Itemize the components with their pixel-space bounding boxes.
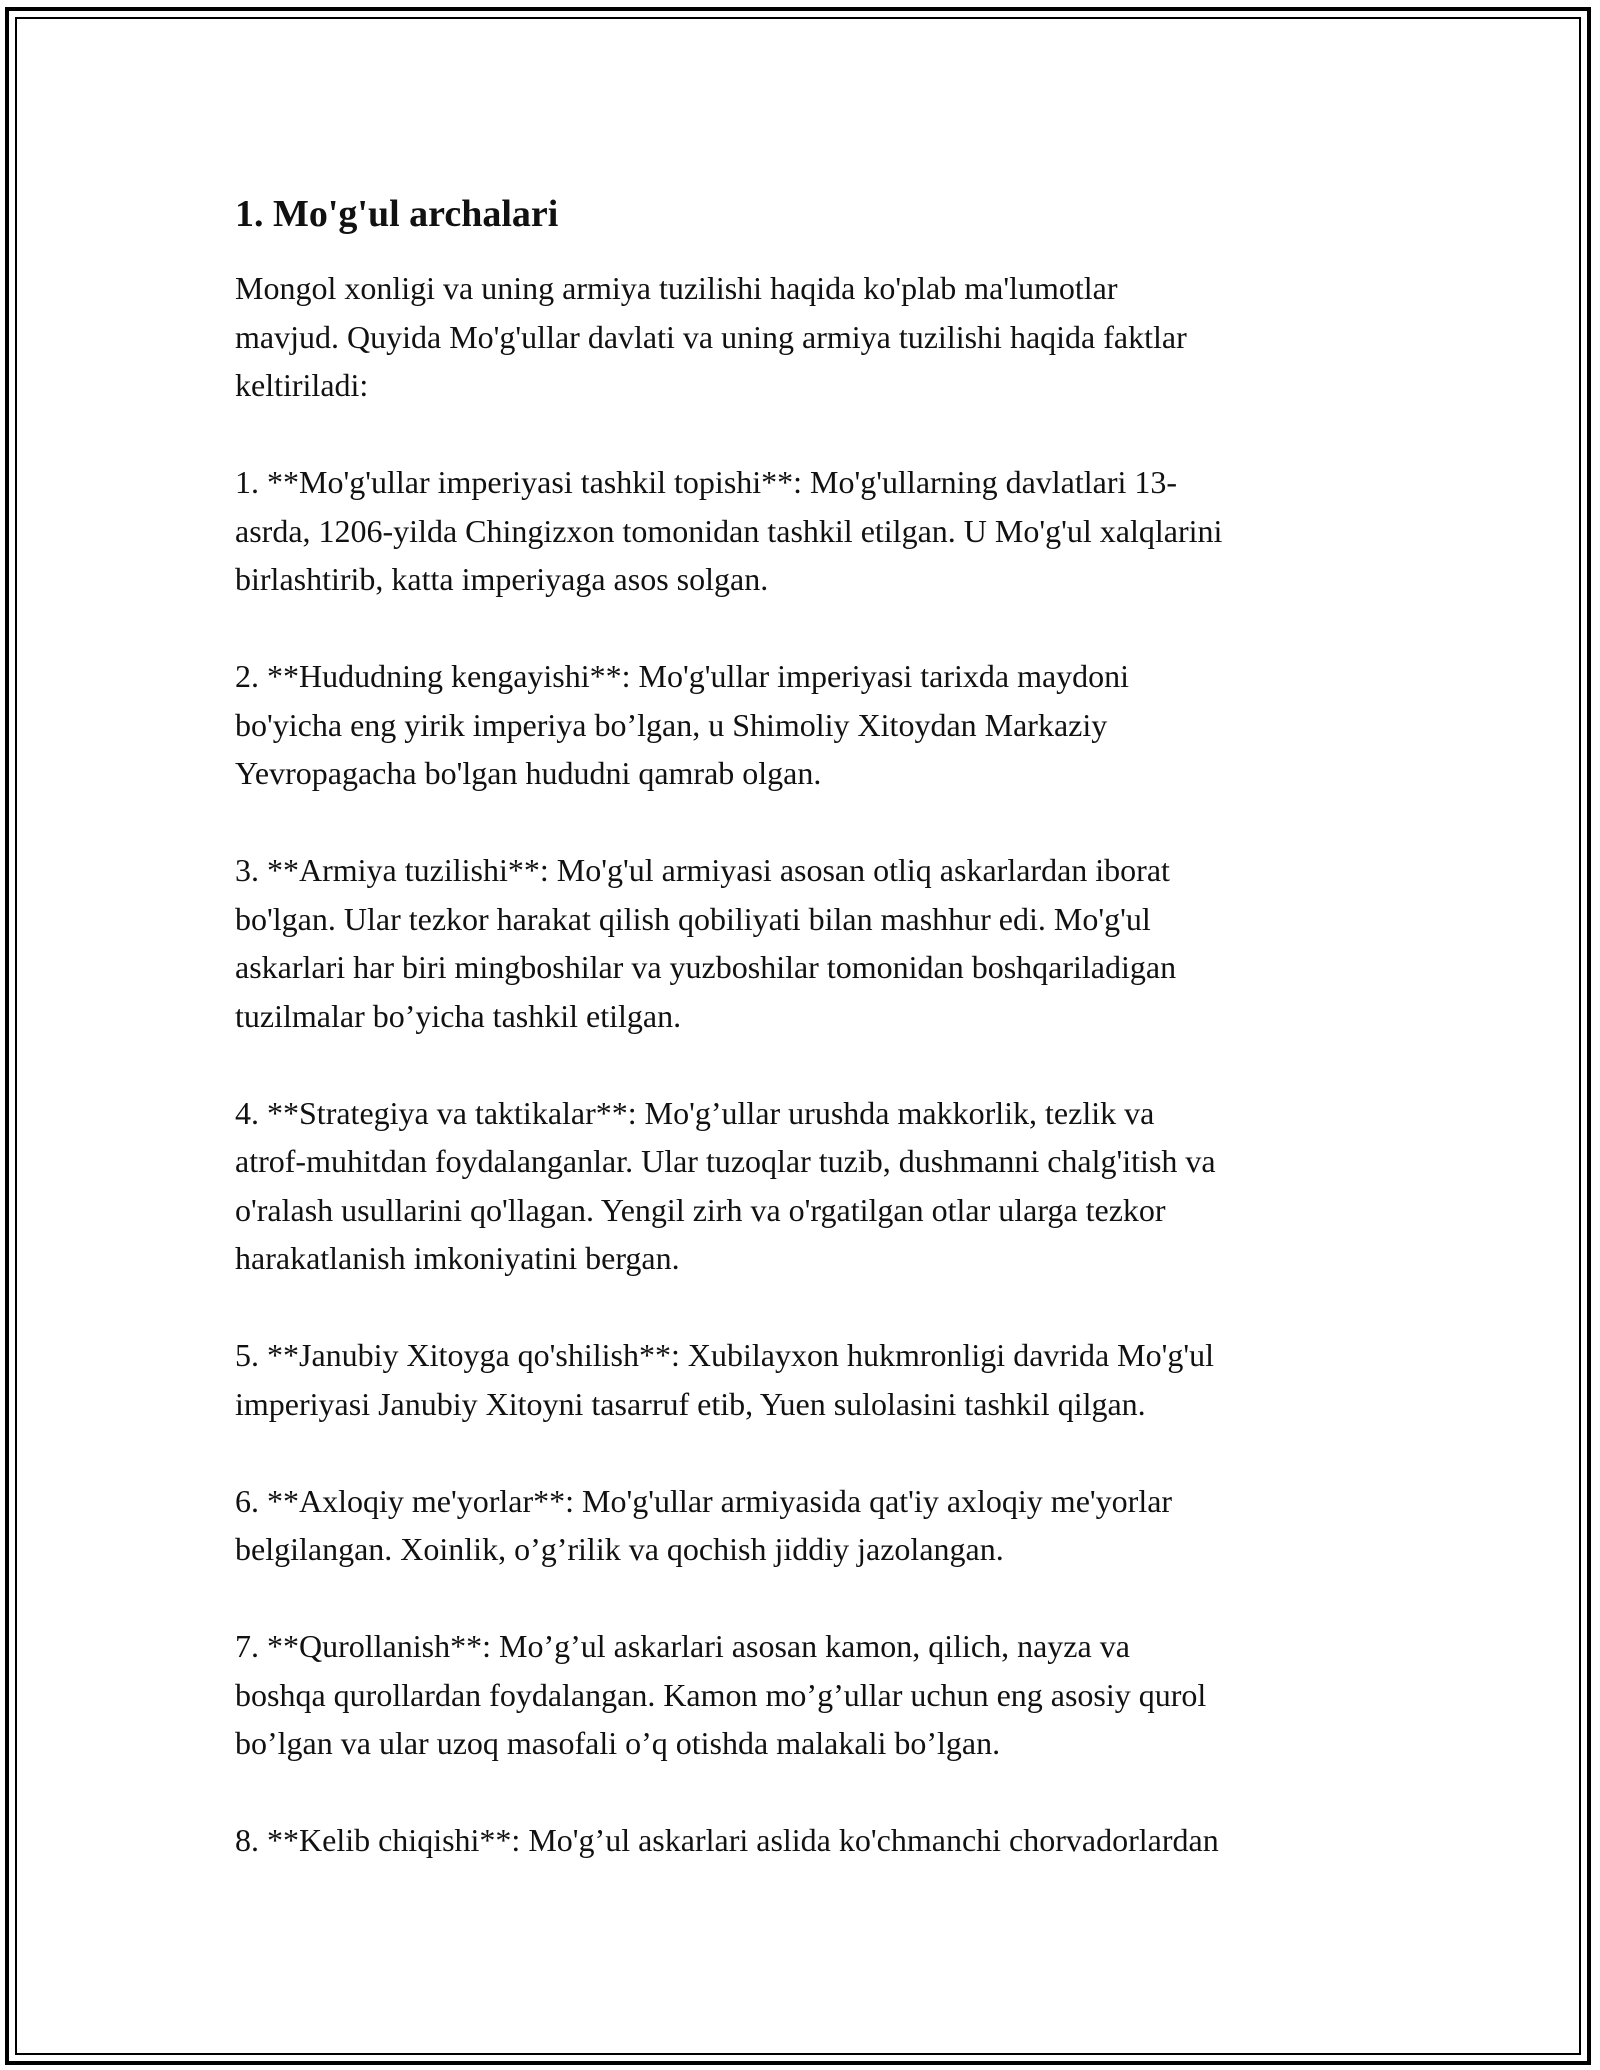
- text-line: 2. **Hududning kengayishi**: Mo'g'ullar imperiyasi tarixda maydoni: [235, 658, 1130, 694]
- text-line: Mongol xonligi va uning armiya tuzilishi haqida ko'plab ma'lumotlar: [235, 270, 1118, 306]
- text-line: 1. **Mo'g'ullar imperiyasi tashkil topishi**: Mo'g'ullarning davlatlari 13-: [235, 464, 1178, 500]
- list-item-paragraph: [235, 1477, 1385, 1574]
- list-item-paragraph: [235, 652, 1385, 798]
- text-line: o'ralash usullarini qo'llagan. Yengil zirh va o'rgatilgan otlar ularga tezkor: [235, 1191, 1166, 1228]
- list-item-paragraph: [235, 846, 1385, 1040]
- text-line: 3. **Armiya tuzilishi**: Mo'g'ul armiyasi asosan otliq askarlardan iborat: [235, 852, 1170, 888]
- text-line: birlashtirib, katta imperiyaga asos solgan.: [235, 561, 769, 597]
- text-line: 8. **Kelib chiqishi**: Mo'g’ul askarlari aslida ko'chmanchi chorvadorlardan: [235, 1822, 1219, 1858]
- text-line: mavjud. Quyida Mo'g'ullar davlati va uning armiya tuzilishi haqida faktlar: [235, 318, 1187, 355]
- text-line: boshqa qurollardan foydalangan. Kamon mo’g’ullar uchun eng asosiy qurol: [235, 1676, 1207, 1713]
- text-line: bo’lgan va ular uzoq masofali o’q otishda malakali bo’lgan.: [235, 1725, 1001, 1761]
- text-line: 5. **Janubiy Xitoyga qo'shilish**: Xubilayxon hukmronligi davrida Mo'g'ul: [235, 1337, 1215, 1373]
- text-line: askarlari har biri mingboshilar va yuzboshilar tomonidan boshqariladigan: [235, 949, 1177, 985]
- list-item-paragraph: [235, 458, 1385, 604]
- text-line: asrda, 1206-yilda Chingizxon tomonidan tashkil etilgan. U Mo'g'ul xalqlarini: [235, 512, 1223, 549]
- intro-paragraph: [235, 264, 1385, 410]
- text-line: belgilangan. Xoinlik, o’g’rilik va qochish jiddiy jazolangan.: [235, 1531, 1004, 1567]
- document-body: [235, 190, 1385, 1913]
- list-item-paragraph: [235, 1622, 1385, 1768]
- text-line: 7. **Qurollanish**: Mo’g’ul askarlari asosan kamon, qilich, nayza va: [235, 1628, 1130, 1664]
- text-line: 6. **Axloqiy me'yorlar**: Mo'g'ullar armiyasida qat'iy axloqiy me'yorlar: [235, 1482, 1173, 1519]
- text-line: atrof-muhitdan foydalanganlar. Ular tuzoqlar tuzib, dushmanni chalg'itish va: [235, 1143, 1216, 1179]
- text-line: keltiriladi:: [235, 367, 369, 403]
- text-line: imperiyasi Janubiy Xitoyni tasarruf etib, Yuen sulolasini tashkil qilgan.: [235, 1385, 1146, 1422]
- text-line: bo'lgan. Ular tezkor harakat qilish qobiliyati bilan mashhur edi. Mo'g'ul: [235, 900, 1151, 937]
- list-item-paragraph: [235, 1089, 1385, 1283]
- text-line: Yevropagacha bo'lgan hududni qamrab olgan.: [235, 755, 822, 791]
- text-line: 4. **Strategiya va taktikalar**: Mo'g’ullar urushda makkorlik, tezlik va: [235, 1094, 1155, 1131]
- text-line: tuzilmalar bo’yicha tashkil etilgan.: [235, 997, 682, 1034]
- document-heading: 1. Mo'g'ul archalari: [235, 193, 559, 235]
- text-line: bo'yicha eng yirik imperiya bo’lgan, u Shimoliy Xitoydan Markaziy: [235, 706, 1108, 743]
- text-line: harakatlanish imkoniyatini bergan.: [235, 1240, 680, 1276]
- list-item-paragraph: [235, 1816, 1385, 1865]
- list-item-paragraph: [235, 1331, 1385, 1428]
